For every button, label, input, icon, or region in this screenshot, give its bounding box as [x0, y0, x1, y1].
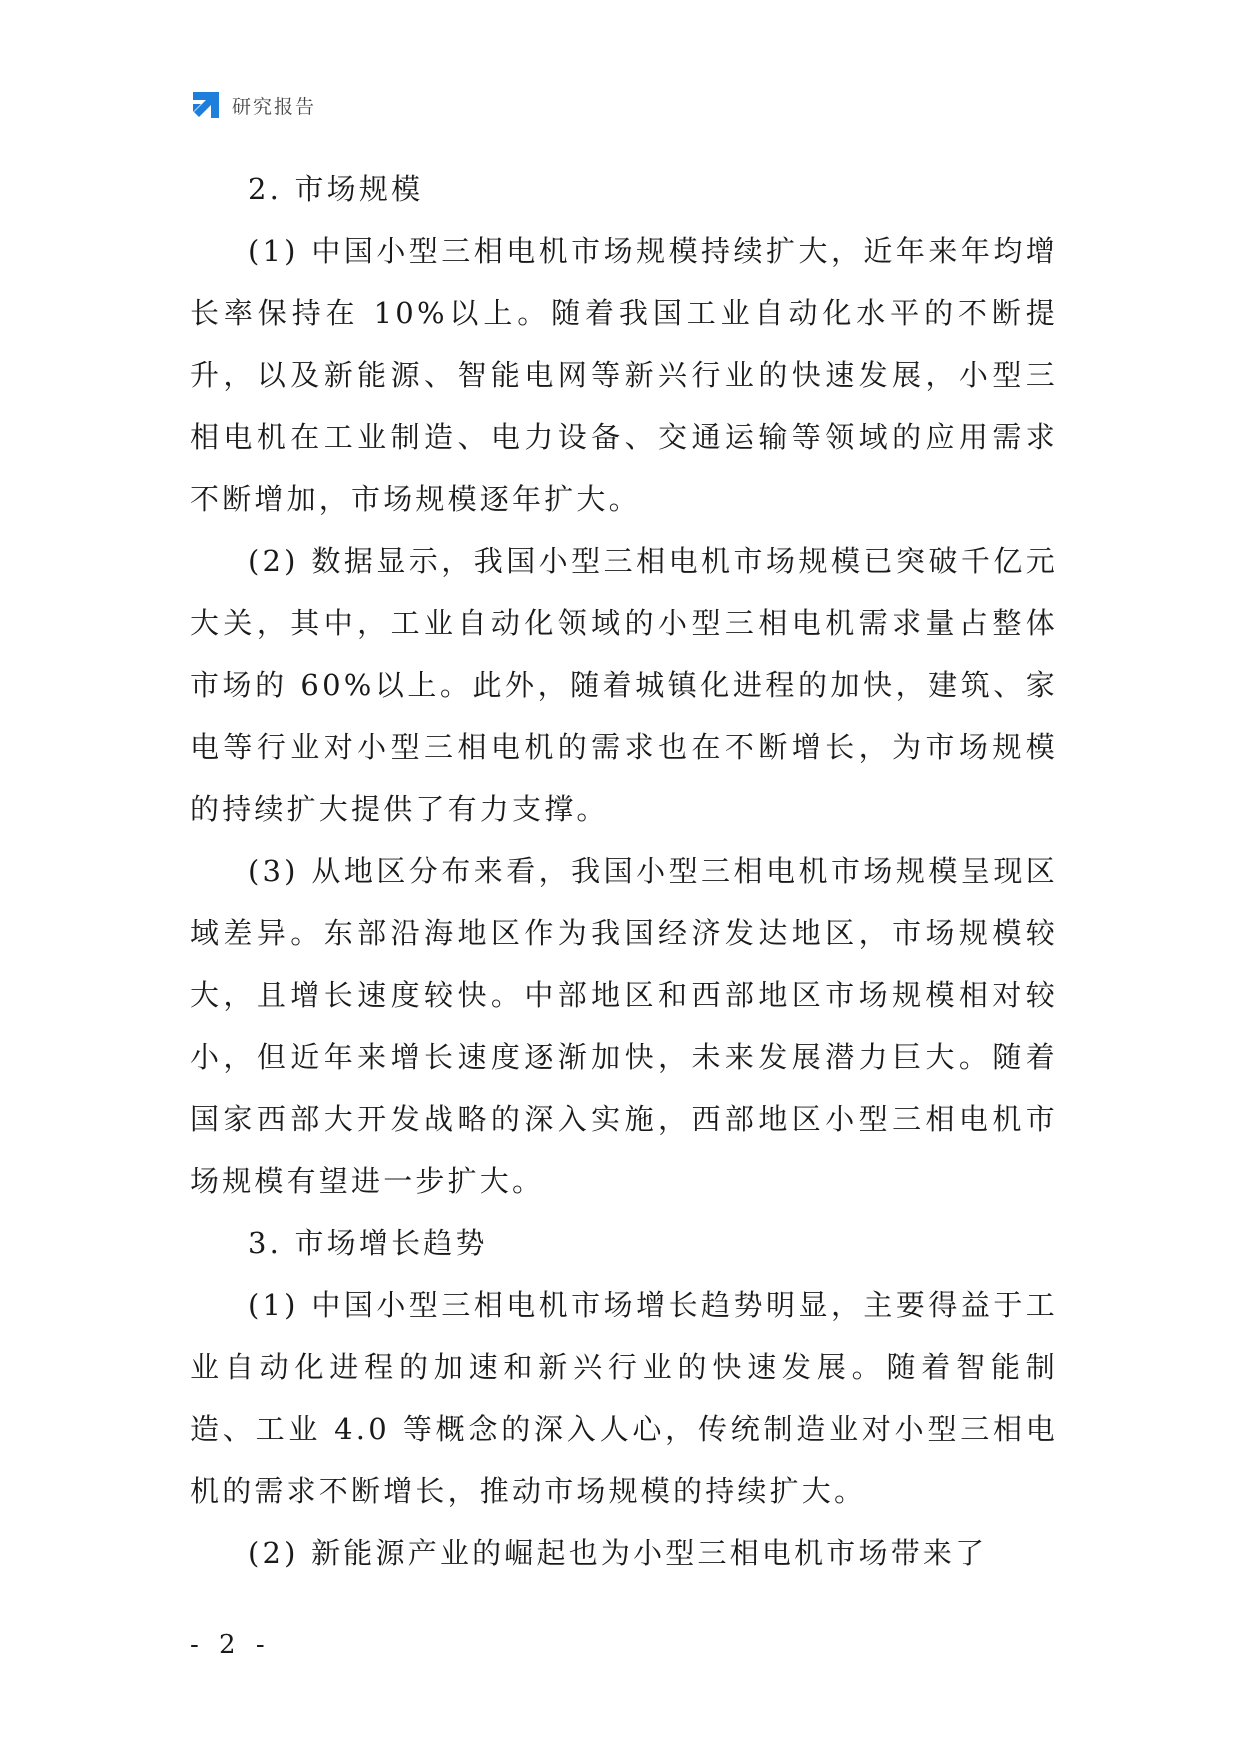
paragraph-growth-trend-2: (2) 新能源产业的崛起也为小型三相电机市场带来了	[248, 1536, 988, 1570]
paragraph-market-size-3: (3) 从地区分布来看，我国小型三相电机市场规模呈现区域差异。东部沿海地区作为我国经济发达地区，市场规模较大，且增长速度较快。中部地区和西部地区市场规模相对较小，但近年来增长速度逐渐加快，未来发展潜力巨大。随着国家西部大开发战略的深入实施，西部地区小型三相电机市场规模有望进一步扩大。	[190, 854, 1058, 1198]
paragraph-growth-trend-1: (1) 中国小型三相电机市场增长趋势明显，主要得益于工业自动化进程的加速和新兴行业的快速发展。随着智能制造、工业 4.0 等概念的深入人心，传统制造业对小型三相电机的需求不断增长，推动市场规模的持续扩大。	[190, 1288, 1058, 1508]
section-heading-market-size: 2. 市场规模	[248, 172, 424, 206]
report-header	[190, 88, 316, 122]
document-body	[190, 158, 1058, 1584]
page-number: - 2 -	[190, 1630, 271, 1660]
arrow-logo-icon	[190, 89, 222, 121]
paragraph-market-size-2: (2) 数据显示，我国小型三相电机市场规模已突破千亿元大关，其中，工业自动化领域的小型三相电机需求量占整体市场的 60%以上。此外，随着城镇化进程的加快，建筑、家电等行业对小型三相电机的需求也在不断增长，为市场规模的持续扩大提供了有力支撑。	[190, 544, 1058, 826]
paragraph-market-size-1: (1) 中国小型三相电机市场规模持续扩大，近年来年均增长率保持在 10%以上。随着我国工业自动化水平的不断提升，以及新能源、智能电网等新兴行业的快速发展，小型三相电机在工业制造、电力设备、交通运输等领域的应用需求不断增加，市场规模逐年扩大。	[190, 234, 1058, 516]
section-heading-growth-trend: 3. 市场增长趋势	[248, 1226, 488, 1260]
report-type-label: 研究报告	[232, 95, 317, 118]
